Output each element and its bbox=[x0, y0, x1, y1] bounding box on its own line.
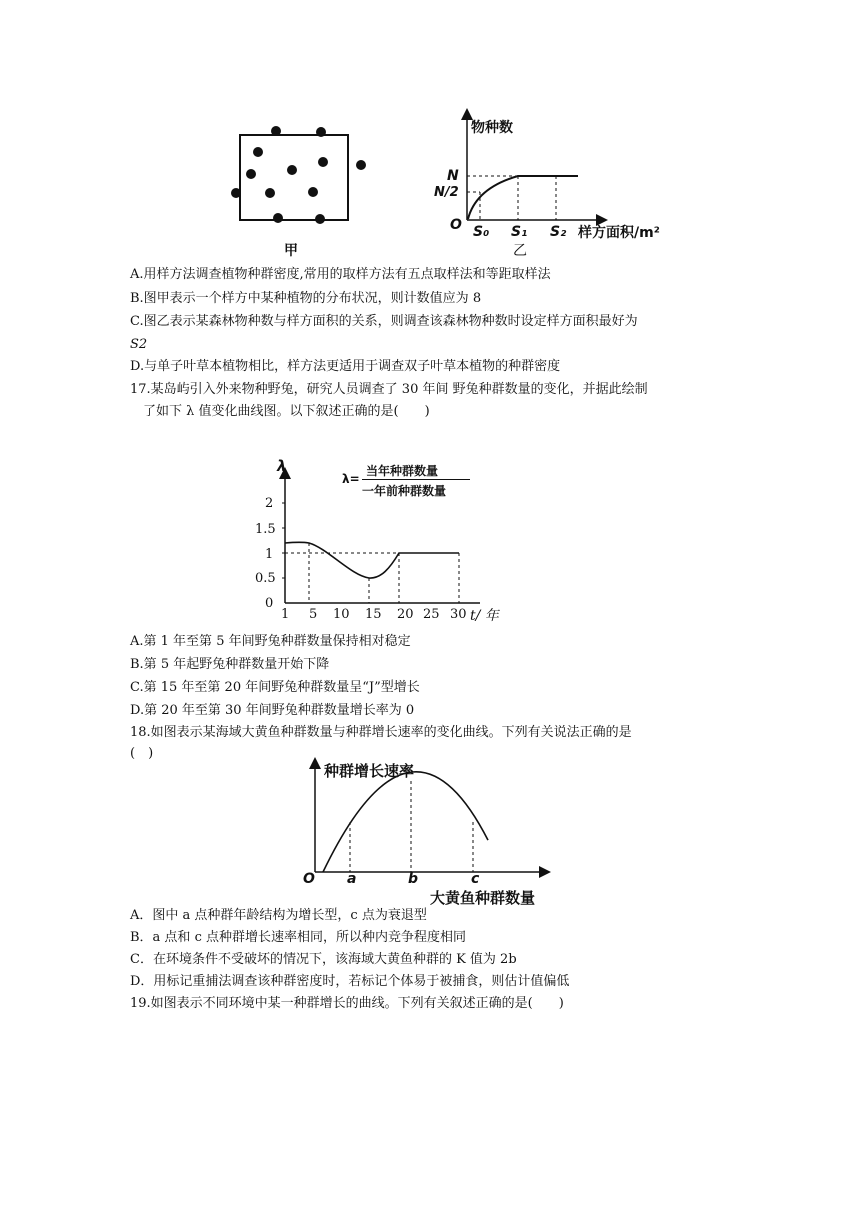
lambda-formula-lhs: λ= bbox=[342, 472, 360, 486]
lambda-xlabel: t/ 年 bbox=[470, 608, 499, 624]
fish-xtick-c: c bbox=[471, 871, 480, 887]
figure-yi-xtick-s0: S₀ bbox=[473, 224, 490, 240]
species-curve bbox=[468, 176, 578, 219]
fish-growth-curve bbox=[323, 772, 488, 872]
q17-option-b: B.第 5 年起野兔种群数量开始下降 bbox=[130, 657, 330, 672]
lambda-xtick-20: 20 bbox=[397, 607, 414, 622]
lambda-xtick-1: 1 bbox=[281, 607, 290, 622]
lambda-ylabel: λ bbox=[277, 457, 287, 475]
figure-jia bbox=[225, 118, 385, 263]
lambda-ytick-1: 1 bbox=[265, 547, 274, 562]
figure-jia-caption: 甲 bbox=[284, 243, 298, 259]
q16-option-a: A.用样方法调查植物种群密度,常用的取样方法有五点取样法和等距取样法 bbox=[130, 267, 551, 282]
lambda-formula-num: 当年种群数量 bbox=[366, 464, 439, 478]
lambda-formula-den: 一年前种群数量 bbox=[362, 484, 447, 498]
figure-yi-ylabel: 物种数 bbox=[471, 120, 513, 136]
lambda-xtick-30: 30 bbox=[450, 607, 467, 622]
figure-yi-ytick-n: N bbox=[447, 168, 459, 184]
figure-yi-origin: O bbox=[450, 217, 462, 233]
q18-option-c: C．在环境条件不受破坏的情况下，该海域大黄鱼种群的 K 值为 2b bbox=[130, 952, 517, 967]
fish-xtick-b: b bbox=[408, 871, 419, 887]
q17-option-d: D.第 20 年至第 30 年间野兔种群数量增长率为 0 bbox=[130, 703, 415, 718]
q16-option-c-cont: S2 bbox=[130, 337, 148, 352]
lambda-series-line bbox=[285, 542, 459, 578]
q17-stem-cont: 了如下 λ 值变化曲线图。以下叙述正确的是( ) bbox=[143, 404, 430, 419]
lambda-xtick-25: 25 bbox=[423, 607, 440, 622]
figure-yi-xtick-s2: S₂ bbox=[550, 224, 567, 240]
q18-option-a: A．图中 a 点种群年龄结构为增长型，c 点为衰退型 bbox=[130, 908, 427, 923]
lambda-xtick-5: 5 bbox=[309, 607, 318, 622]
q18-option-d: D．用标记重捕法调查该种群密度时，若标记个体易于被捕食，则估计值偏低 bbox=[130, 974, 570, 989]
lambda-xtick-15: 15 bbox=[365, 607, 382, 622]
q17-option-a: A.第 1 年至第 5 年间野兔种群数量保持相对稳定 bbox=[130, 634, 411, 649]
lambda-ytick-0: 0 bbox=[265, 596, 274, 611]
q18-stem-cont: ( ) bbox=[130, 746, 154, 761]
lambda-chart bbox=[250, 455, 510, 627]
lambda-ytick-15: 1.5 bbox=[255, 522, 276, 537]
fish-ylabel: 种群增长速率 bbox=[324, 762, 415, 780]
figure-yi-ytick-n2: N/2 bbox=[434, 185, 459, 200]
q16-option-d: D.与单子叶草本植物相比，样方法更适用于调查双子叶草本植物的种群密度 bbox=[130, 359, 561, 374]
lambda-ytick-2: 2 bbox=[265, 496, 274, 511]
figure-yi-xlabel: 样方面积/m² bbox=[578, 225, 660, 241]
fish-xtick-a: a bbox=[347, 871, 357, 887]
q16-option-b: B.图甲表示一个样方中某种植物的分布状况，则计数值应为 8 bbox=[130, 291, 482, 306]
figure-yi-xtick-s1: S₁ bbox=[511, 224, 528, 240]
q17-option-c: C.第 15 年至第 20 年间野兔种群数量呈“J”型增长 bbox=[130, 680, 420, 695]
q17-stem: 17.某岛屿引入外来物种野兔，研究人员调查了 30 年间 野兔种群数量的变化，并据此绘制 bbox=[130, 382, 648, 397]
fish-xlabel: 大黄鱼种群数量 bbox=[430, 889, 536, 907]
q19-stem: 19.如图表示不同环境中某一种群增长的曲线。下列有关叙述正确的是( ) bbox=[130, 996, 564, 1011]
lambda-formula-bar bbox=[362, 479, 470, 480]
lambda-ytick-05: 0.5 bbox=[255, 571, 276, 586]
q18-stem: 18.如图表示某海域大黄鱼种群数量与种群增长速率的变化曲线。下列有关说法正确的是 bbox=[130, 725, 632, 740]
q16-option-c: C.图乙表示某森林物种数与样方面积的关系，则调查该森林物种数时设定样方面积最好为 bbox=[130, 314, 638, 329]
fish-origin: O bbox=[303, 871, 315, 887]
lambda-xtick-10: 10 bbox=[333, 607, 350, 622]
plant-dots bbox=[231, 126, 366, 224]
figure-yi-caption: 乙 bbox=[513, 243, 527, 259]
q18-option-b: B．a 点和 c 点种群增长速率相同，所以种内竞争程度相同 bbox=[130, 930, 466, 945]
